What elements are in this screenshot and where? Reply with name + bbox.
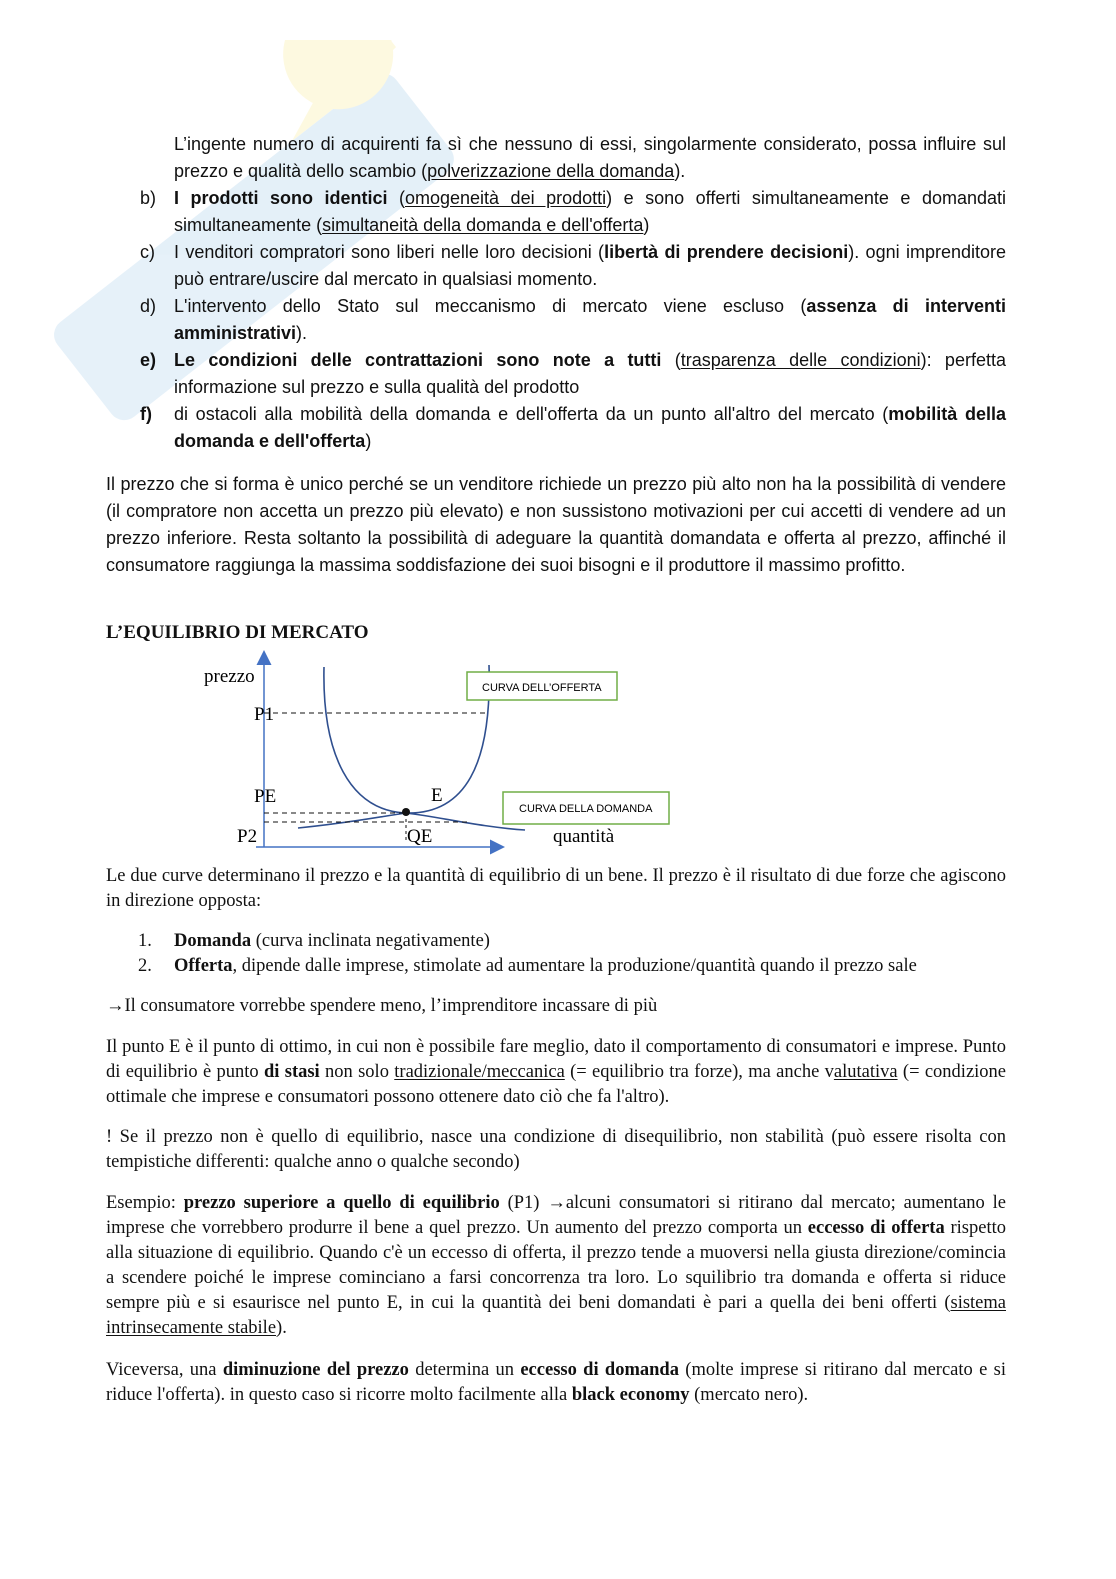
equilibrium-chart — [200, 645, 680, 855]
right-arrow-icon: → — [106, 996, 125, 1016]
supply-curve — [324, 665, 489, 813]
price-label-p1: P1 — [254, 704, 275, 725]
list-item: f) di ostacoli alla mobilità della domanda e dell'offerta da un punto all'altro del mercato (mobilità della domanda e dell'offerta) — [140, 404, 1006, 451]
section-heading: L’EQUILIBRIO DI MERCATO — [106, 622, 369, 643]
point-label-e: E — [431, 785, 443, 806]
price-label-pe: PE — [254, 786, 277, 807]
example-paragraph: Esempio: prezzo superiore a quello di equilibrio (P1) →alcuni consumatori si ritirano dal mercato; aumentano le imprese che vorrebbero produrre il bene a quel prezzo. Un aumento del prezzo comporta un eccesso di offerta rispetto alla situazione di equilibrio. Quando c'è un eccesso di offerta, il prezzo tende a muoversi nella giusta direzione/comincia a scendere poiché le imprese cominciano a farsi concorrenza tra loro. Lo squilibrio tra domanda e offerta si riduce sempre più e si esaurisce nel punto E, in cui la quantità dei beni domandati è pari a quella dei beni offerti (sistema intrinsecamente stabile). — [106, 1193, 1006, 1338]
list-item: d) L'intervento dello Stato sul meccanismo di mercato viene escluso (assenza di interventi amministrativi). — [140, 296, 1006, 343]
optimum-paragraph: Il punto E è il punto di ottimo, in cui non è possibile fare meglio, dato il comportamento di consumatori e imprese. Punto di equilibrio è punto di stasi non solo tradizionale/meccanica (= equilibrio tra forze), ma anche valutativa (= condizione ottimale che imprese e consumatori possono ottenere dato ciò che fa l'altro). — [106, 1037, 1007, 1107]
supply-legend-label: CURVA DELL’OFFERTA — [482, 682, 602, 694]
forces-list — [138, 929, 1018, 979]
consumer-note: →Il consumatore vorrebbe spendere meno, l’imprenditore incassare di più — [106, 996, 658, 1016]
x-axis-label: quantità — [553, 826, 615, 847]
list-item: e) Le condizioni delle contrattazioni sono note a tutti (trasparenza delle condizioni): perfetta informazione sul prezzo e sulla qualità del prodotto — [140, 350, 1006, 397]
curves-paragraph: Le due curve determinano il prezzo e la quantità di equilibrio di un bene. Il prezzo è il risultato di due forze che agiscono in direzione opposta: — [106, 866, 1006, 911]
right-arrow-icon: → — [547, 1193, 566, 1213]
intro-paragraph: L’ingente numero di acquirenti fa sì che nessuno di essi, singolarmente considerato, possa influire sul prezzo e qualità dello scambio (polverizzazione della domanda). — [174, 134, 1006, 181]
conditions-list — [140, 185, 1006, 455]
price-label-p2: P2 — [237, 826, 258, 847]
list-item: b) I prodotti sono identici (omogeneità dei prodotti) e sono offerti simultaneamente e domandati simultaneamente (simultaneità della domanda e dell'offerta) — [140, 188, 1006, 235]
list-item: 2. Offerta, dipende dalle imprese, stimolate ad aumentare la produzione/quantità quando il prezzo sale — [138, 956, 917, 976]
demand-legend-label: CURVA DELLA DOMANDA — [519, 803, 653, 815]
price-paragraph: Il prezzo che si forma è unico perché se un venditore richiede un prezzo più alto non ha la possibilità di vendere (il compratore non accetta un prezzo più elevato) e non sussistono motivazioni per cui accetti di vendere ad un prezzo inferiore. Resta soltanto la possibilità di adeguare la quantità domandata e offerta al prezzo, affinché il consumatore raggiunga la massima soddisfazione dei suoi bisogni e il produttore il massimo profitto. — [106, 474, 1006, 575]
equilibrium-point — [402, 808, 410, 816]
list-item: c) I venditori compratori sono liberi nelle loro decisioni (libertà di prendere decisioni). ogni imprenditore può entrare/uscire dal mercato in qualsiasi momento. — [140, 242, 1006, 289]
y-axis-label: prezzo — [204, 666, 255, 687]
list-item: 1. Domanda (curva inclinata negativamente) — [138, 931, 490, 951]
quantity-label-qe: QE — [407, 826, 433, 847]
viceversa-paragraph: Viceversa, una diminuzione del prezzo determina un eccesso di domanda (molte imprese si ritirano dal mercato e si riduce l'offerta). in questo caso si ricorre molto facilmente alla black economy (mercato nero). — [106, 1360, 1007, 1405]
disequilibrium-paragraph: ! Se il prezzo non è quello di equilibrio, nasce una condizione di disequilibrio, non stabilità (può essere risolta con tempistiche differenti: qualche anno o qualche secondo) — [106, 1127, 1006, 1172]
